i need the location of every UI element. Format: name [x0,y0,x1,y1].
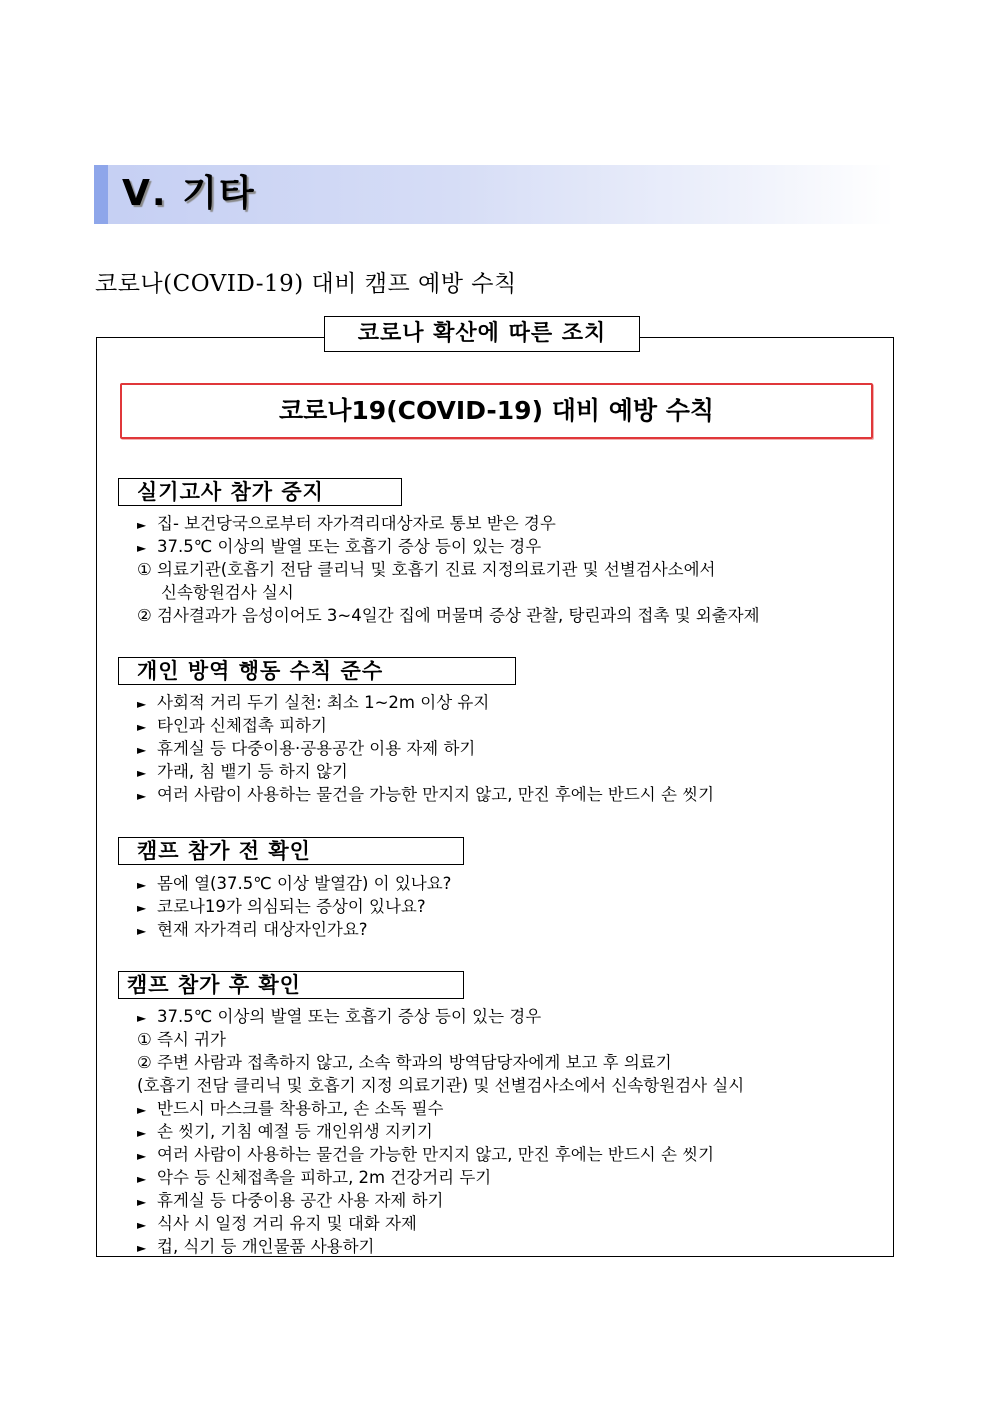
list-item: ► 손 씻기, 기침 예절 등 개인위생 지키기 [137,1122,433,1141]
list-item: ► 여러 사람이 사용하는 물건을 가능한 만지지 않고, 만진 후에는 반드시 손 씻기 [137,1145,715,1164]
section-list-post-camp [137,1005,744,1258]
list-item: ► 가래, 침 뱉기 등 하지 않기 [137,762,348,781]
list-item: ► 사회적 거리 두기 실천: 최소 1~2m 이상 유지 [137,693,490,712]
list-item: ► 코로나19가 의심되는 증상이 있나요? [137,897,426,916]
banner-title: 코로나19(COVID-19) 대비 예방 수칙 [120,383,873,439]
list-item: ► 휴게실 등 다중이용 공간 사용 자제 하기 [137,1191,444,1210]
list-item: ► 37.5℃ 이상의 발열 또는 호흡기 증상 등이 있는 경우 [137,1007,542,1026]
list-item: ► 컵, 식기 등 개인물품 사용하기 [137,1237,375,1256]
list-item: (호흡기 전담 클리닉 및 호흡기 지정 의료기관) 및 선별검사소에서 신속항원검사 실시 [137,1076,745,1095]
document-subtitle: 코로나(COVID-19) 대비 캠프 예방 수칙 [95,271,517,297]
section-list-pre-camp [137,872,451,941]
chapter-accent-bar [94,165,108,224]
list-item: ① 즉시 귀가 [137,1030,227,1049]
section-list-personal-rules [137,691,714,806]
list-item: ► 현재 자가격리 대상자인가요? [137,920,368,939]
measures-box-legend: 코로나 확산에 따른 조치 [324,316,640,352]
list-item: ► 휴게실 등 다중이용·공용공간 이용 자제 하기 [137,739,476,758]
list-item: ② 검사결과가 음성이어도 3~4일간 집에 머물며 증상 관찰, 탕린과의 접촉 및 외출자제 [137,606,760,625]
list-item: ► 37.5℃ 이상의 발열 또는 호흡기 증상 등이 있는 경우 [137,537,542,556]
list-item: ► 여러 사람이 사용하는 물건을 가능한 만지지 않고, 만진 후에는 반드시 손 씻기 [137,785,715,804]
section-heading-suspension: 실기고사 참가 중지 [118,478,402,506]
chapter-header [94,165,894,224]
list-item: ► 몸에 열(37.5℃ 이상 발열감) 이 있나요? [137,874,452,893]
list-item: ► 식사 시 일정 거리 유지 및 대화 자제 [137,1214,417,1233]
section-heading-post-camp: 캠프 참가 후 확인 [118,971,464,999]
list-item: ► 반드시 마스크를 착용하고, 손 소독 필수 [137,1099,444,1118]
section-list-suspension [137,512,760,627]
list-item: ► 타인과 신체접촉 피하기 [137,716,327,735]
section-heading-pre-camp: 캠프 참가 전 확인 [118,837,464,865]
list-item: ► 집- 보건당국으로부터 자가격리대상자로 통보 받은 경우 [137,514,556,533]
list-item: ② 주변 사람과 접촉하지 않고, 소속 학과의 방역담당자에게 보고 후 의료기 [137,1053,672,1072]
section-heading-personal-rules: 개인 방역 행동 수칙 준수 [118,657,516,685]
list-item: ► 악수 등 신체접촉을 피하고, 2m 건강거리 두기 [137,1168,492,1187]
chapter-title: Ⅴ. 기타 [122,173,256,214]
list-item: ① 의료기관(호흡기 전담 클리닉 및 호흡기 진료 지정의료기관 및 선별검사소에서 [137,560,716,579]
list-item: 신속항원검사 실시 [161,583,294,602]
